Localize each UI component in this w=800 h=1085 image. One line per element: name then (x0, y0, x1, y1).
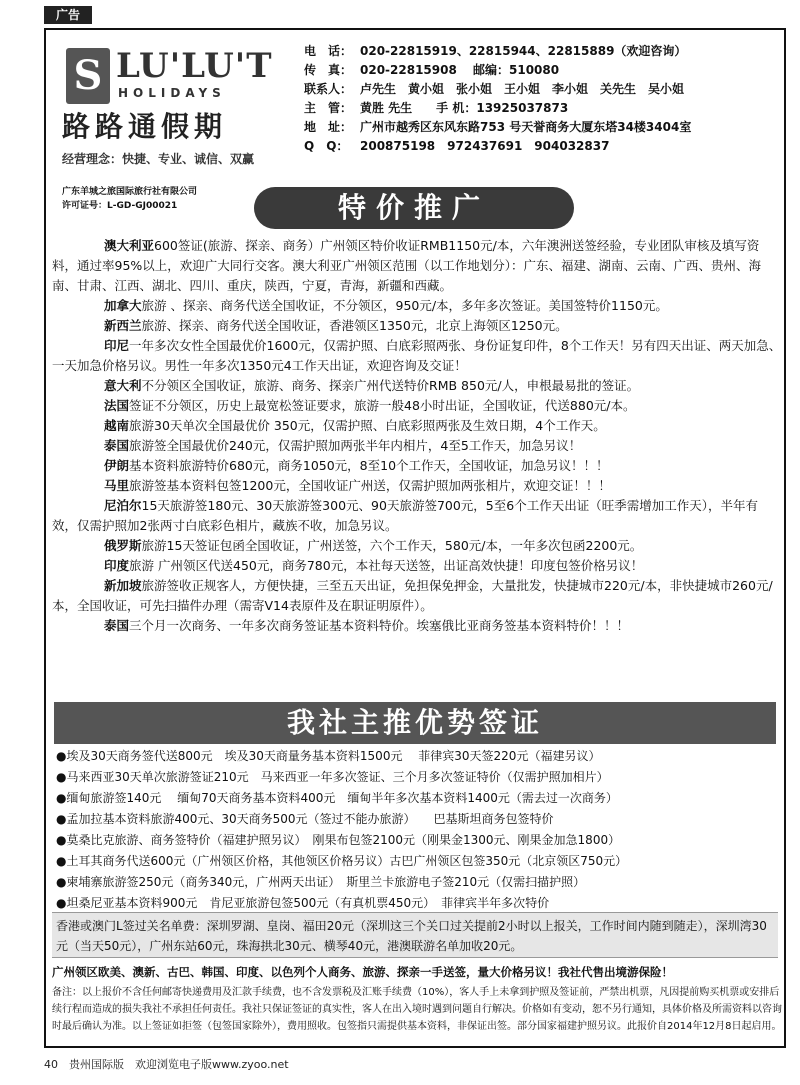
visa-line: ●莫桑比克旅游、商务签特价（福建护照另议） 刚果布包签2100元（刚果金1300元、刚果金加急1800） (56, 833, 621, 847)
promo-item: 泰国旅游签全国最优价240元，仅需护照加两张半年内相片，4至5工作天，加急另议！ (104, 438, 582, 453)
license-number: 许可证号：L-GD-GJ00021 (62, 201, 178, 211)
contact-phone: 电 话： 020-22815919、22815944、22815889（欢迎咨询） (304, 44, 687, 58)
featured-visa-banner: 我社主推优势签证 (54, 702, 776, 744)
promo-item: 马里旅游签基本资料包签1200元，全国收证广州送，仅需护照加两张相片，欢迎交证！！！ (104, 478, 611, 493)
company-name: 广东羊城之旅国际旅行社有限公司 (62, 187, 198, 197)
promo-item: 印度旅游 广州领区代送450元，商务780元，本社每天送签，出证高效快捷！印度包签价格另议！ (104, 558, 644, 573)
contact-manager: 主 管： 黄胜 先生 手 机：13925037873 (304, 101, 569, 115)
promo-item: 泰国三个月一次商务、一年多次商务签证基本资料特价。埃塞俄比亚商务签基本资料特价！！！ (104, 618, 630, 633)
visa-line: ●马来西亚30天单次旅游签证210元 马来西亚一年多次签证、三个月多次签证特价（仅需护照加相片） (56, 770, 609, 784)
ad-frame (44, 28, 786, 1048)
visa-line: ●土耳其商务代送600元（广州领区价格，其他领区价格另议）古巴广州领区包签350元（北京领区750元） (56, 854, 628, 868)
ad-tag: 广告 (44, 6, 92, 24)
logo-mark-icon: S (66, 48, 110, 104)
logo-chinese-name: 路路通假期 (62, 110, 228, 143)
contact-fax: 传 真： 020-22815908 邮编：510080 (304, 63, 560, 77)
business-motto: 经营理念：快捷、专业、诚信、双赢 (62, 152, 255, 166)
border-pass-fees: 香港或澳门L签过关名单费：深圳罗湖、皇岗、福田20元（深圳这三个关口过关提前2小时以上报关，工作时间内随到随走），深圳湾30元（当天50元），广州东站60元，珠海拱北30元、横琴40元，港澳联游名单加收20元。 (52, 912, 778, 958)
contact-qq: Q Q： 200875198 972437691 904032837 (304, 139, 610, 153)
promo-item: 印尼一年多次女性全国最优价1600元，仅需护照、白底彩照两张、身份证复印件，8个工作天！另有四天出证、两天加急、一天加急价格另议。男性一年多次1350元4工作天出证，欢迎咨询及交证！ (52, 338, 782, 373)
visa-line: ●坦桑尼亚基本资料900元 肯尼亚旅游包签500元（有真机票450元） 菲律宾半年多次特价 (56, 896, 550, 910)
visa-line: ●孟加拉基本资料旅游400元、30天商务500元（签过不能办旅游） 巴基斯坦商务包签特价 (56, 812, 554, 826)
guangzhou-consular-note: 广州领区欧美、澳新、古巴、韩国、印度、以色列个人商务、旅游、探亲一手送签，量大价格另议！我社代售出境游保险！ (52, 965, 673, 979)
promo-item: 伊朗基本资料旅游特价680元，商务1050元，8至10个工作天，全国收证，加急另议！！！ (104, 458, 609, 473)
contact-info (304, 42, 784, 156)
logo-subtitle: HOLIDAYS (118, 86, 226, 100)
promo-item: 越南旅游30天单次全国最优价 350元，仅需护照、白底彩照两张及生效日期，4个工作天。 (104, 418, 606, 433)
promo-item: 俄罗斯旅游15天签证包函全国收证，广州送签，六个工作天，580元/本，一年多次包函2200元。 (104, 538, 643, 553)
promo-item: 意大利不分领区全国收证，旅游、商务、探亲广州代送特价RMB 850元/人，申根最易批的签证。 (104, 378, 640, 393)
promo-item: 法国签证不分领区，历史上最宽松签证要求，旅游一般48小时出证，全国收证，代送880元/本。 (104, 398, 636, 413)
promo-item: 加拿大旅游 、探亲、商务代送全国收证，不分领区，950元/本，多年多次签证。美国签特价1150元。 (104, 298, 668, 313)
promo-item: 新西兰旅游、探亲、商务代送全国收证，香港领区1350元，北京上海领区1250元。 (104, 318, 568, 333)
remarks: 备注：以上报价不含任何邮寄快递费用及汇款手续费，也不含发票税及汇账手续费（10%），客人手上未拿到护照及签证前，严禁出机票，凡因提前购买机票或安排后续行程而造成的损失我社不承担任何责任。我社只保证签证的真实性，客人在出入境时遇到问题自行解决。价格如有变动，恕不另行通知，具体价格及所需资料以咨询时最后确认为准。以上签证如拒签（包签国家除外），费用照收。包签指只需提供基本资料，非保证出签。部分国家福建护照另议。此报价自2014年12月8日起启用。 (52, 987, 782, 1032)
featured-visa-list (56, 746, 780, 914)
logo-block (54, 40, 304, 211)
promo-item: 尼泊尔15天旅游签180元、30天旅游签300元、90天旅游签700元，5至6个工作天出证（旺季需增加工作天），半年有效，仅需护照加2张两寸白底彩色相片，藏族不收，加急另议。 (52, 498, 758, 533)
promo-item: 新加坡旅游签收正规客人，方便快捷，三至五天出证，免担保免押金，大量批发，快捷城市220元/本，非快捷城市260元/本，全国收证，可先扫描件办理（需寄V14表原件及在职证明原件）。 (52, 578, 773, 613)
logo-name: LU'LU'T (116, 46, 273, 86)
promo-list (52, 236, 782, 636)
contact-address: 地 址： 广州市越秀区东风东路753 号天誉商务大厦东塔34楼3404室 (304, 120, 692, 134)
promo-item: 澳大利亚600签证(旅游、探亲、商务）广州领区特价收证RMB1150元/本，六年澳洲送签经验，专业团队审核及填写资料，通过率95%以上，欢迎广大同行交客。澳大利亚广州领区范围（以工作地划分）：广东、福建、湖南、云南、广西、贵州、海南、甘肃、江西、湖北、四川、重庆，陕西，宁夏，青海，新疆和西藏。 (52, 238, 762, 293)
visa-line: ●缅甸旅游签140元 缅甸70天商务基本资料400元 缅甸半年多次基本资料1400元（需去过一次商务） (56, 791, 618, 805)
promo-banner: 特价推广 (254, 187, 574, 229)
page-footer: 40 贵州国际版 欢迎浏览电子版www.zyoo.net (44, 1058, 289, 1071)
visa-line: ●柬埔寨旅游签250元（商务340元，广州两天出证） 斯里兰卡旅游电子签210元（仅需扫描护照） (56, 875, 586, 889)
visa-line: ●埃及30天商务签代送800元 埃及30天商量务基本资料1500元 菲律宾30天签220元（福建另议） (56, 749, 601, 763)
contact-persons: 联系人： 卢先生 黄小姐 张小姐 王小姐 李小姐 关先生 吴小姐 (304, 82, 685, 96)
